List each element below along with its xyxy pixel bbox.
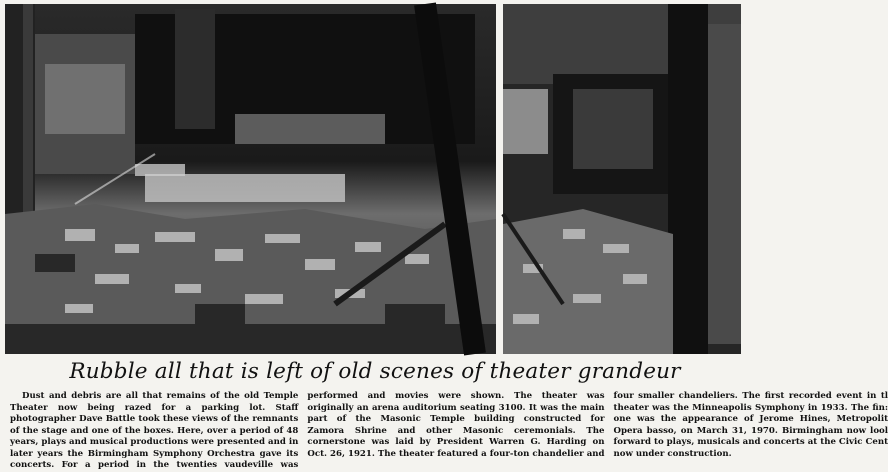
caption-column-3 [614, 391, 888, 469]
caption-line: Theater now being razed for a parking lot. Staff [10, 402, 299, 413]
caption-line: Zamora Shrine and other Masonic ceremonials. The [307, 425, 605, 436]
caption-column-1 [10, 391, 298, 469]
caption-line: one was the appearance of Jerome Hines, Metropolit [613, 414, 888, 424]
caption-column-2 [307, 391, 604, 469]
caption-line: Dust and debris are all that remains of the old Temple [22, 391, 299, 401]
caption-line: concerts. For a period in the twenties vaudeville was [10, 460, 299, 470]
caption-line: photographer Dave Battle took these views of the remnants [10, 414, 299, 424]
stage-rubble-image [5, 4, 496, 354]
caption-line: Opera basso, on March 31, 1970. Birmingham now lool [613, 425, 888, 436]
caption-line: originally an arena auditorium seating 3100. It was the main [307, 402, 605, 413]
caption-line: part of the Masonic Temple building constructed for [307, 414, 605, 424]
caption-line: later years the Birmingham Symphony Orchestra gave its [10, 448, 299, 459]
caption-line: now under construction. [613, 448, 732, 459]
caption-line: four smaller chandeliers. The first recorded event in tl [613, 391, 888, 401]
theater-box-image [503, 4, 741, 354]
theater-box-photo [503, 4, 741, 354]
caption-line: performed and movies were shown. The theater was [307, 391, 605, 401]
caption-line: theater was the Minneapolis Symphony in 1933. The fin: [613, 402, 888, 413]
caption-line: years, plays and musical productions were presented and in [10, 437, 299, 447]
caption-line: of the stage and one of the boxes. Here, over a period of 48 [10, 425, 299, 436]
caption-line: forward to plays, musicals and concerts at the Civic Cent [613, 437, 888, 447]
headline: Rubble all that is left of old scenes of theater grandeur [69, 359, 681, 384]
caption-line: Oct. 26, 1921. The theater featured a four-ton chandelier and [307, 448, 605, 459]
caption-text [10, 391, 888, 470]
caption-line: cornerstone was laid by President Warren G. Harding on [307, 437, 605, 447]
stage-rubble-photo [5, 4, 496, 354]
